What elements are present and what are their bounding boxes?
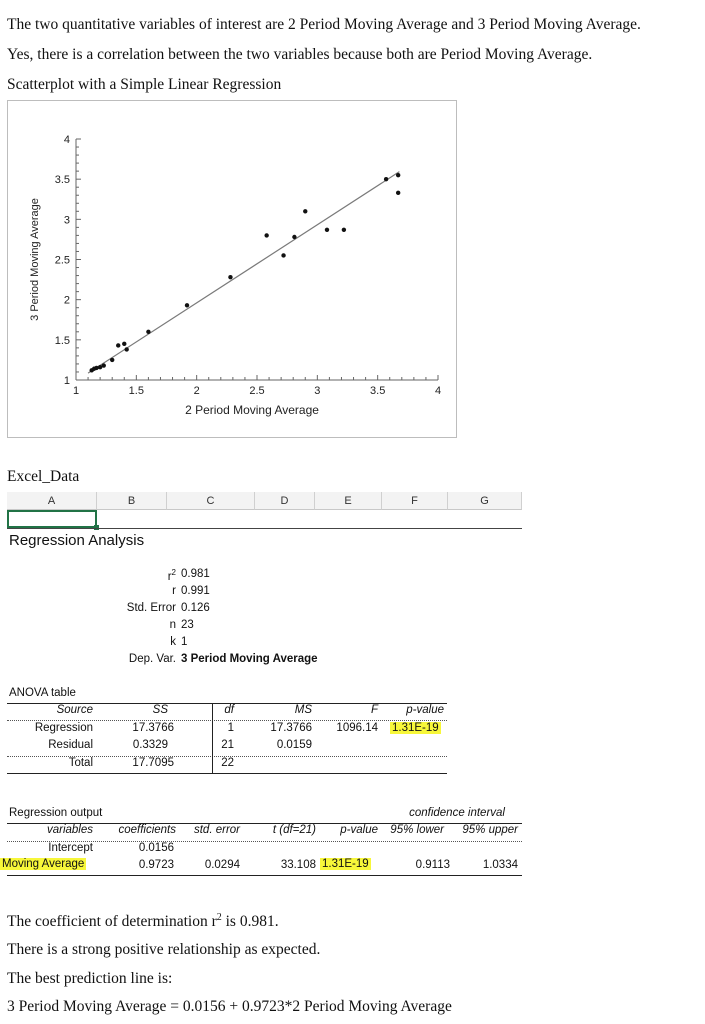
output-bottom-line (7, 875, 522, 876)
anova-title[interactable]: ANOVA table (9, 687, 76, 699)
output-header-std-error[interactable]: std. error (193, 824, 240, 836)
stat-label-r2[interactable]: $r^2$ (167, 568, 176, 583)
data-point (146, 330, 150, 334)
stat-label-std-error[interactable]: Std. Error (126, 602, 176, 614)
y-tick-label: 4 (63, 134, 70, 146)
anova-header-source[interactable]: Source (56, 704, 93, 716)
y-tick-label: 2.5 (54, 254, 70, 267)
output-header-t[interactable]: t (df=21) (272, 824, 316, 836)
stat-value-std-error[interactable]: 0.126 (181, 602, 210, 614)
scatterplot-svg (8, 101, 458, 439)
x-tick-label: 2.5 (249, 385, 265, 397)
output-header-coefficients[interactable]: coefficients (118, 824, 176, 836)
output-row-slope-pvalue[interactable]: 1.31E-19 (322, 858, 369, 870)
anova-row-total-df[interactable]: 22 (221, 757, 234, 769)
conclusion-r2: The coefficient of determination $r^2$ is 0.981. (7, 912, 279, 931)
anova-row-regression-ss[interactable]: 17.3766 (132, 722, 174, 734)
output-header-95-lower[interactable]: 95% lower (390, 824, 444, 836)
data-point (303, 209, 307, 213)
x-tick-label: 3 (314, 385, 321, 397)
anova-header-f[interactable]: F (370, 704, 378, 716)
data-point (396, 173, 400, 177)
column-header-d[interactable]: D (255, 492, 315, 510)
x-tick-label: 1.5 (128, 385, 144, 397)
x-axis-title: 2 Period Moving Average (185, 403, 319, 417)
data-point (281, 253, 285, 257)
conclusion-prediction-equation: 3 Period Moving Average = 0.0156 + 0.9723*2 Period Moving Average (7, 998, 452, 1015)
anova-header-ms[interactable]: MS (294, 704, 312, 716)
output-row-slope-95-lower[interactable]: 0.9113 (415, 859, 450, 871)
stat-value-r[interactable]: 0.991 (181, 585, 210, 597)
stat-value-k[interactable]: 1 (181, 636, 188, 648)
data-point (342, 228, 346, 232)
conclusion-prediction-label: The best prediction line is: (7, 970, 173, 987)
anova-row-residual-ms[interactable]: 0.0159 (276, 739, 312, 751)
x-tick-label: 4 (434, 385, 442, 397)
anova-header-line (7, 720, 447, 721)
x-tick-label: 3.5 (370, 385, 386, 397)
column-header-e[interactable]: E (315, 492, 382, 510)
output-header-pvalue[interactable]: p-value (340, 824, 378, 836)
excel-data-label: Excel_Data (7, 468, 80, 485)
selected-cell[interactable] (7, 510, 97, 528)
anova-row-residual-df[interactable]: 21 (221, 739, 234, 751)
anova-row-total-ss[interactable]: 17.7095 (132, 757, 174, 769)
data-point (102, 363, 106, 367)
excel-sheet (0, 492, 540, 882)
output-row-intercept-label[interactable]: Intercept (48, 842, 93, 854)
column-header-a[interactable]: A (7, 492, 97, 510)
anova-row-regression-pvalue[interactable]: 1.31E-19 (392, 722, 439, 734)
scatterplot (7, 100, 457, 438)
anova-row-regression-f[interactable]: 1096.14 (336, 722, 378, 734)
data-point (384, 177, 388, 181)
anova-row-regression-ms[interactable]: 17.3766 (270, 722, 312, 734)
row-divider (7, 528, 522, 529)
y-tick-label: 1.5 (54, 334, 70, 347)
stat-value-n[interactable]: 23 (181, 619, 194, 631)
anova-bottom-line (7, 773, 447, 774)
y-tick-label: 3 (63, 214, 70, 227)
data-point (325, 228, 329, 232)
anova-row-residual-ss[interactable]: 0.3329 (132, 739, 168, 751)
stat-value-dep-var[interactable]: 3 Period Moving Average (181, 653, 318, 665)
output-header-variables[interactable]: variables (46, 824, 93, 836)
data-point (396, 191, 400, 195)
column-header-b[interactable]: B (97, 492, 167, 510)
regression-title[interactable]: Regression Analysis (9, 532, 145, 549)
anova-row-regression-df[interactable]: 1 (227, 722, 234, 734)
output-row-slope-std-error[interactable]: 0.0294 (204, 859, 240, 871)
output-row-intercept-coef[interactable]: 0.0156 (138, 842, 174, 854)
x-tick-label: 1 (72, 385, 80, 397)
regression-output-title[interactable]: Regression output (9, 807, 103, 819)
column-header-c[interactable]: C (167, 492, 255, 510)
anova-header-ss[interactable]: SS (152, 704, 168, 716)
y-tick-label: 2 (63, 294, 70, 307)
chart-caption: Scatterplot with a Simple Linear Regression (7, 76, 282, 93)
column-header-f[interactable]: F (382, 492, 448, 510)
stat-label-r[interactable]: r (172, 585, 176, 597)
data-point (116, 343, 120, 347)
data-point (94, 366, 98, 370)
data-point (185, 303, 189, 307)
anova-col-divider (212, 704, 213, 773)
output-row-slope-coef[interactable]: 0.9723 (138, 859, 174, 871)
regression-line (88, 172, 399, 374)
y-axis-title: 3 Period Moving Average (29, 198, 41, 321)
confidence-interval-label[interactable]: confidence interval (409, 807, 505, 819)
anova-row-residual-source[interactable]: Residual (48, 739, 93, 751)
intro-line-2: Yes, there is a correlation between the two variables because both are Period Moving Average. (7, 46, 593, 63)
anova-row-total-source[interactable]: Total (68, 757, 93, 769)
stat-label-dep-var[interactable]: Dep. Var. (128, 653, 176, 665)
output-row-slope-t[interactable]: 33.108 (280, 859, 316, 871)
stat-label-k[interactable]: k (170, 636, 176, 648)
data-point (292, 235, 296, 239)
output-header-95-upper[interactable]: 95% upper (462, 824, 518, 836)
data-point (122, 342, 126, 346)
y-tick-label: 3.5 (54, 174, 70, 187)
data-point (124, 347, 128, 351)
stat-label-n[interactable]: n (169, 619, 176, 631)
conclusion-relationship: There is a strong positive relationship as expected. (7, 941, 321, 958)
stat-value-r2[interactable]: 0.981 (181, 568, 210, 580)
data-point (264, 233, 268, 237)
output-row-slope-label[interactable]: Moving Average (2, 858, 85, 870)
data-point (110, 358, 114, 362)
anova-header-df[interactable]: df (224, 704, 234, 716)
anova-row-regression-source[interactable]: Regression (34, 722, 93, 734)
y-tick-label: 1 (63, 375, 70, 387)
data-point (228, 275, 232, 279)
output-row-slope-95-upper[interactable]: 1.0334 (482, 859, 518, 871)
x-tick-label: 2 (193, 385, 200, 397)
intro-line-1: The two quantitative variables of interest are 2 Period Moving Average and 3 Period Moving Average. (7, 16, 641, 33)
anova-header-pvalue[interactable]: p-value (406, 704, 444, 716)
column-header-g[interactable]: G (448, 492, 522, 510)
